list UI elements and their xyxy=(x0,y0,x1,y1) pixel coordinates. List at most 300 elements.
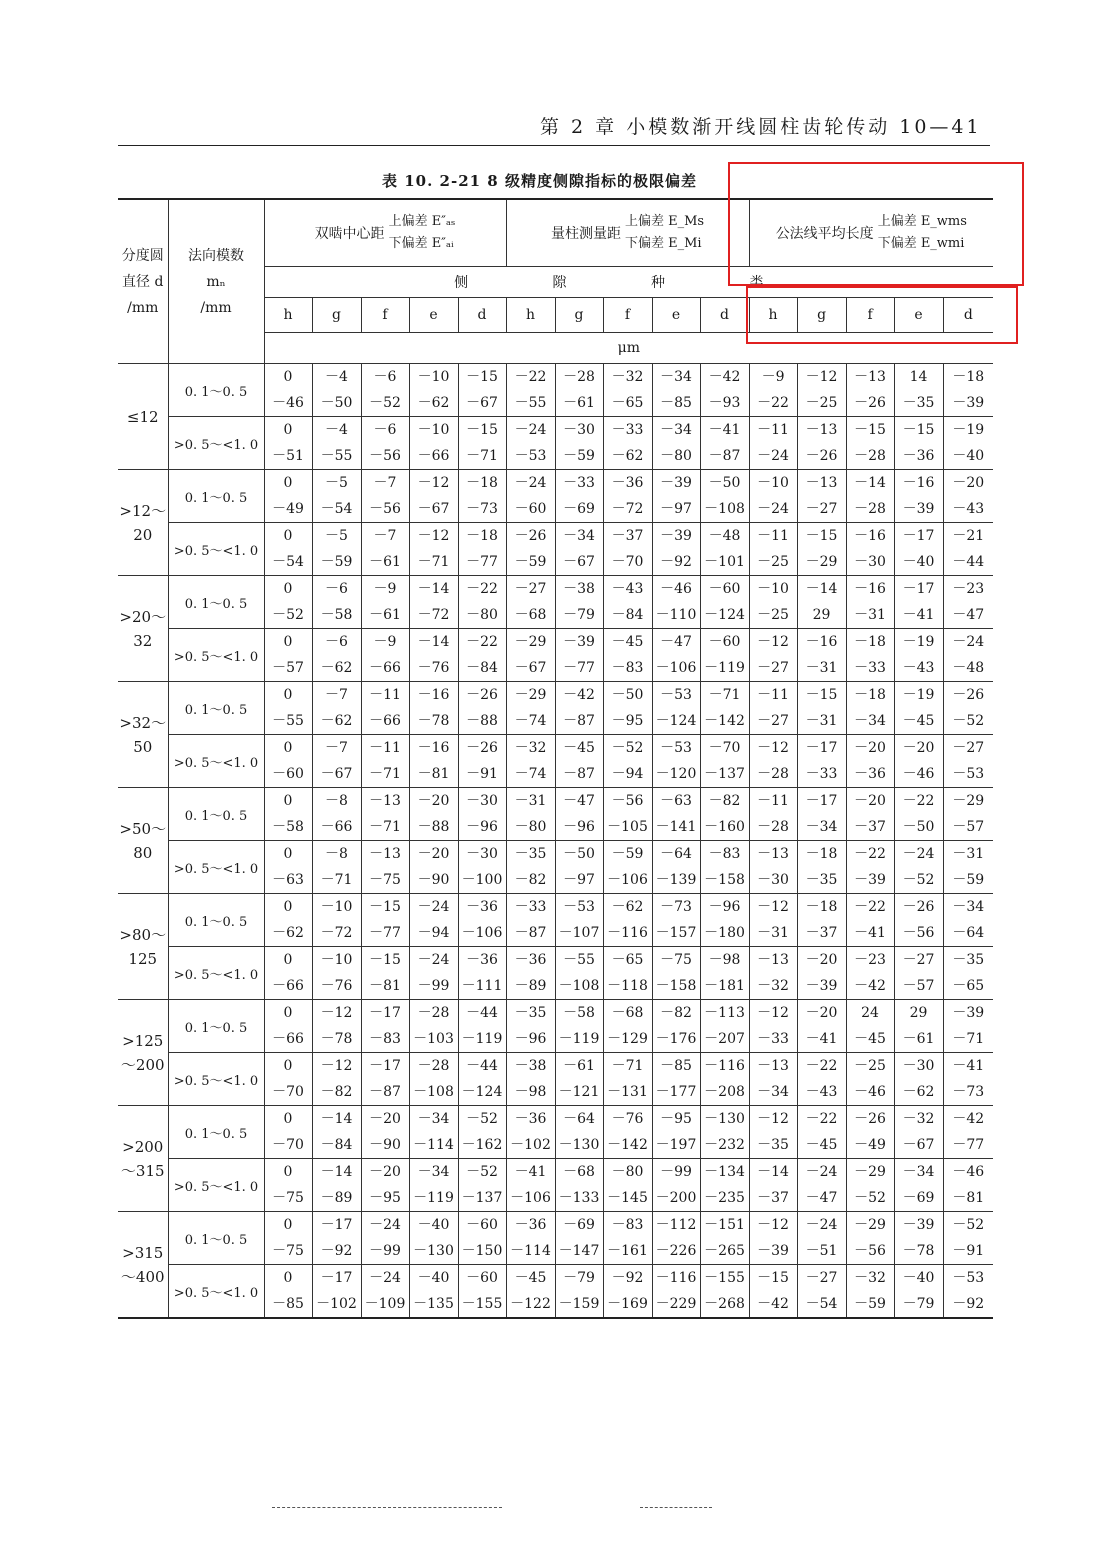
diameter-cell: >125～200 xyxy=(118,1000,168,1106)
lower-value: －89 xyxy=(514,978,547,994)
lower-value: －74 xyxy=(514,766,547,782)
upper-value: －10 xyxy=(757,475,789,491)
deviation-cell xyxy=(652,894,700,947)
deviation-cell xyxy=(603,417,652,470)
deviation-cell xyxy=(797,841,846,894)
lower-value: －59 xyxy=(563,448,595,464)
upper-value: 0 xyxy=(283,1111,293,1127)
deviation-cell xyxy=(458,1000,506,1053)
lower-value: －51 xyxy=(272,448,304,464)
lower-value: －58 xyxy=(320,607,353,623)
deviation-cell xyxy=(943,894,993,947)
upper-deviation-label: 上偏差 E_wms xyxy=(877,214,967,229)
lower-value: －200 xyxy=(655,1190,697,1206)
lower-value: －93 xyxy=(708,395,741,411)
lower-value: －41 xyxy=(805,1031,838,1047)
deviation-cell xyxy=(312,735,361,788)
upper-value: －10 xyxy=(320,899,353,915)
lower-value: －31 xyxy=(757,925,789,941)
lower-value: －120 xyxy=(655,766,697,782)
lower-value: －114 xyxy=(413,1137,454,1153)
lower-value: －65 xyxy=(611,395,644,411)
lower-value: －43 xyxy=(952,501,985,517)
upper-value: －58 xyxy=(563,1005,595,1021)
lower-value: －133 xyxy=(558,1190,600,1206)
deviation-cell xyxy=(603,470,652,523)
lower-value: －47 xyxy=(805,1190,838,1206)
upper-value: －16 xyxy=(902,475,935,491)
deviation-cell xyxy=(652,364,700,417)
upper-value: －20 xyxy=(369,1111,401,1127)
diameter-cell: >32～50 xyxy=(118,682,168,788)
deviation-cell xyxy=(264,894,312,947)
deviation-cell xyxy=(555,947,603,1000)
upper-value: －14 xyxy=(757,1164,789,1180)
deviation-cell xyxy=(943,1000,993,1053)
backlash-letter-cell: e xyxy=(894,298,943,333)
deviation-cell xyxy=(361,735,409,788)
lower-value: －77 xyxy=(563,660,595,676)
upper-value: －12 xyxy=(417,528,450,544)
deviation-cell xyxy=(458,947,506,1000)
deviation-cell xyxy=(943,1053,993,1106)
deviation-cell xyxy=(603,629,652,682)
deviation-cell xyxy=(506,841,555,894)
lower-value: －36 xyxy=(854,766,886,782)
lower-value: －52 xyxy=(369,395,401,411)
upper-value: －39 xyxy=(660,475,692,491)
lower-value: －139 xyxy=(655,872,697,888)
lower-value: －90 xyxy=(369,1137,401,1153)
lower-value: －66 xyxy=(272,978,304,994)
lower-value: －87 xyxy=(563,713,595,729)
upper-value: －24 xyxy=(417,899,450,915)
upper-value: －55 xyxy=(563,952,595,968)
lower-value: －37 xyxy=(805,925,838,941)
upper-value: －14 xyxy=(417,581,450,597)
lower-value: －137 xyxy=(461,1190,503,1206)
deviation-cell xyxy=(894,629,943,682)
upper-deviation-label: 上偏差 E″ₐₛ xyxy=(388,214,456,229)
deviation-cell xyxy=(264,470,312,523)
deviation-cell xyxy=(264,735,312,788)
lower-value: －142 xyxy=(704,713,745,729)
upper-value: －12 xyxy=(417,475,450,491)
table-row xyxy=(118,629,993,682)
upper-value: －27 xyxy=(805,1270,838,1286)
upper-value: －22 xyxy=(805,1058,838,1074)
upper-value: －22 xyxy=(854,846,886,862)
backlash-letter-cell: e xyxy=(409,298,458,333)
lower-value: －59 xyxy=(952,872,985,888)
upper-value: －33 xyxy=(514,899,547,915)
deviation-cell xyxy=(846,364,894,417)
deviation-cell xyxy=(458,735,506,788)
lower-value: －142 xyxy=(607,1137,648,1153)
upper-value: －24 xyxy=(369,1217,401,1233)
upper-value: －37 xyxy=(611,528,644,544)
lower-value: －109 xyxy=(364,1296,406,1312)
upper-value: －26 xyxy=(902,899,935,915)
lower-value: －232 xyxy=(704,1137,745,1153)
diameter-header-line3: /mm xyxy=(127,299,159,316)
lower-value: －106 xyxy=(461,925,503,941)
module-cell: 0. 1～0. 5 xyxy=(168,788,264,841)
upper-value: －36 xyxy=(514,1217,547,1233)
upper-value: －20 xyxy=(369,1164,401,1180)
deviation-cell xyxy=(749,1159,797,1212)
lower-value: －50 xyxy=(320,395,353,411)
lower-value: －158 xyxy=(704,872,745,888)
upper-value: －23 xyxy=(854,952,886,968)
upper-value: －15 xyxy=(805,528,838,544)
upper-value: －20 xyxy=(805,952,838,968)
upper-value: －41 xyxy=(952,1058,985,1074)
lower-value: －180 xyxy=(704,925,745,941)
lower-value: －55 xyxy=(272,713,304,729)
deviation-cell xyxy=(652,1212,700,1265)
upper-value: －14 xyxy=(805,581,838,597)
upper-value: －12 xyxy=(757,1111,789,1127)
upper-value: －30 xyxy=(466,846,498,862)
footer-rule-right xyxy=(640,1507,712,1508)
deviation-cell xyxy=(603,1053,652,1106)
lower-value: －55 xyxy=(320,448,353,464)
deviation-cell xyxy=(943,841,993,894)
upper-value: 0 xyxy=(283,846,293,862)
lower-value: －33 xyxy=(805,766,838,782)
upper-value: －15 xyxy=(466,369,498,385)
lower-value: －80 xyxy=(466,607,498,623)
backlash-letter-cell: d xyxy=(700,298,749,333)
lower-value: －57 xyxy=(272,660,304,676)
deviation-cell xyxy=(652,947,700,1000)
lower-value: －77 xyxy=(466,554,498,570)
deviation-cell xyxy=(361,788,409,841)
deviation-cell xyxy=(943,417,993,470)
lower-value: －85 xyxy=(272,1296,304,1312)
lower-value: －102 xyxy=(316,1296,357,1312)
deviation-cell xyxy=(555,788,603,841)
upper-value: －45 xyxy=(563,740,595,756)
upper-value: －27 xyxy=(514,581,547,597)
deviation-cell xyxy=(700,364,749,417)
lower-value: －158 xyxy=(655,978,697,994)
upper-value: －32 xyxy=(514,740,547,756)
diameter-header xyxy=(118,199,168,364)
upper-value: －42 xyxy=(708,369,741,385)
upper-value: －15 xyxy=(854,422,886,438)
upper-value: －13 xyxy=(757,1058,789,1074)
upper-value: －53 xyxy=(660,687,692,703)
deviation-cell xyxy=(361,947,409,1000)
upper-value: 0 xyxy=(283,581,293,597)
upper-value: －17 xyxy=(902,581,935,597)
deviation-cell xyxy=(700,629,749,682)
lower-value: －45 xyxy=(805,1137,838,1153)
upper-value: －16 xyxy=(417,740,450,756)
deviation-cell xyxy=(846,1053,894,1106)
deviation-cell xyxy=(458,788,506,841)
group-header-center-distance xyxy=(264,199,506,267)
lower-value: －46 xyxy=(902,766,935,782)
lower-value: －54 xyxy=(272,554,304,570)
lower-value: －155 xyxy=(461,1296,503,1312)
deviation-cell xyxy=(555,682,603,735)
module-cell: 0. 1～0. 5 xyxy=(168,1212,264,1265)
lower-value: －31 xyxy=(854,607,886,623)
lower-value: －108 xyxy=(704,501,745,517)
upper-value: －19 xyxy=(952,422,985,438)
group-name: 量柱测量距 xyxy=(550,226,621,242)
lower-value: －42 xyxy=(854,978,886,994)
lower-value: －76 xyxy=(417,660,450,676)
upper-value: －75 xyxy=(660,952,692,968)
lower-value: －45 xyxy=(902,713,935,729)
lower-value: －169 xyxy=(607,1296,648,1312)
deviation-cell xyxy=(700,1106,749,1159)
upper-value: －22 xyxy=(514,369,547,385)
table-row xyxy=(118,470,993,523)
upper-value: 0 xyxy=(283,1217,293,1233)
module-cell: >0. 5～<1. 0 xyxy=(168,1053,264,1106)
deviation-cell xyxy=(312,894,361,947)
lower-value: －45 xyxy=(854,1031,886,1047)
upper-value: －24 xyxy=(514,475,547,491)
lower-value: －83 xyxy=(611,660,644,676)
deviation-cell xyxy=(312,523,361,576)
deviation-cell xyxy=(603,735,652,788)
module-header-line2: mₙ xyxy=(206,273,226,290)
upper-value: －92 xyxy=(611,1270,644,1286)
diameter-header-line2: 直径 d xyxy=(122,273,164,290)
upper-value: －62 xyxy=(611,899,644,915)
upper-value: 0 xyxy=(283,475,293,491)
diameter-cell: >20～32 xyxy=(118,576,168,682)
upper-value: 29 xyxy=(909,1005,928,1021)
module-cell: >0. 5～<1. 0 xyxy=(168,523,264,576)
deviation-cell xyxy=(361,1053,409,1106)
upper-value: －36 xyxy=(611,475,644,491)
lower-value: －56 xyxy=(854,1243,886,1259)
lower-value: －74 xyxy=(514,713,547,729)
lower-value: －52 xyxy=(272,607,304,623)
lower-value: －55 xyxy=(514,395,547,411)
deviation-cell xyxy=(409,417,458,470)
lower-value: －43 xyxy=(902,660,935,676)
upper-value: －96 xyxy=(708,899,741,915)
upper-value: 0 xyxy=(283,528,293,544)
deviation-cell xyxy=(409,1106,458,1159)
lower-value: －145 xyxy=(607,1190,648,1206)
deviation-cell xyxy=(652,576,700,629)
deviation-cell xyxy=(797,1212,846,1265)
upper-value: －52 xyxy=(611,740,644,756)
deviation-cell xyxy=(797,470,846,523)
lower-value: －208 xyxy=(704,1084,745,1100)
lower-value: －26 xyxy=(854,395,886,411)
deviation-cell xyxy=(894,1265,943,1319)
upper-value: －130 xyxy=(704,1111,745,1127)
upper-value: －63 xyxy=(660,793,692,809)
deviation-cell xyxy=(749,1000,797,1053)
deviation-cell xyxy=(846,947,894,1000)
unit-label: μm xyxy=(264,333,993,364)
lower-value: －70 xyxy=(611,554,644,570)
deviation-cell xyxy=(506,735,555,788)
upper-value: －134 xyxy=(704,1164,745,1180)
lower-value: －57 xyxy=(952,819,985,835)
upper-value: －22 xyxy=(805,1111,838,1127)
backlash-letter-cell: f xyxy=(846,298,894,333)
upper-value: －34 xyxy=(952,899,985,915)
deviation-cell xyxy=(409,735,458,788)
lower-value: －87 xyxy=(708,448,741,464)
lower-value: －197 xyxy=(655,1137,697,1153)
deviation-cell xyxy=(749,894,797,947)
lower-value: －106 xyxy=(510,1190,551,1206)
upper-value: －116 xyxy=(704,1058,745,1074)
upper-value: －60 xyxy=(466,1217,498,1233)
lower-value: －52 xyxy=(952,713,985,729)
upper-value: －26 xyxy=(952,687,985,703)
lower-value: －62 xyxy=(611,448,644,464)
lower-value: －150 xyxy=(461,1243,503,1259)
module-cell: >0. 5～<1. 0 xyxy=(168,735,264,788)
upper-value: －30 xyxy=(466,793,498,809)
deviation-cell xyxy=(506,576,555,629)
backlash-letter-cell: h xyxy=(749,298,797,333)
deviation-cell xyxy=(700,735,749,788)
upper-value: －35 xyxy=(514,846,547,862)
deviation-cell xyxy=(264,417,312,470)
deviation-cell xyxy=(700,682,749,735)
backlash-letter-cell: g xyxy=(312,298,361,333)
lower-value: －27 xyxy=(757,660,789,676)
deviation-cell xyxy=(506,1212,555,1265)
deviation-cell xyxy=(894,523,943,576)
upper-value: －70 xyxy=(708,740,741,756)
upper-value: 0 xyxy=(283,1058,293,1074)
deviation-cell xyxy=(409,1265,458,1319)
upper-value: 14 xyxy=(909,369,928,385)
upper-value: 0 xyxy=(283,740,293,756)
lower-value: －39 xyxy=(902,501,935,517)
deviation-cell xyxy=(846,1106,894,1159)
deviation-cell xyxy=(264,629,312,682)
deviation-cell xyxy=(312,629,361,682)
deviation-cell xyxy=(361,1265,409,1319)
upper-value: －39 xyxy=(952,1005,985,1021)
lower-value: －94 xyxy=(611,766,644,782)
deviation-cell xyxy=(506,417,555,470)
upper-value: －28 xyxy=(563,369,595,385)
upper-value: －23 xyxy=(952,581,985,597)
upper-value: －50 xyxy=(611,687,644,703)
upper-value: －44 xyxy=(466,1058,498,1074)
deviation-cell xyxy=(894,947,943,1000)
deviation-cell xyxy=(603,364,652,417)
deviation-cell xyxy=(700,1212,749,1265)
table-row xyxy=(118,1106,993,1159)
lower-value: －41 xyxy=(902,607,935,623)
deviation-cell xyxy=(409,947,458,1000)
deviation-cell xyxy=(894,788,943,841)
deviation-cell xyxy=(361,682,409,735)
deviation-cell xyxy=(700,576,749,629)
upper-deviation-label: 上偏差 E_Ms xyxy=(624,214,705,229)
lower-value: －40 xyxy=(902,554,935,570)
deviation-cell xyxy=(506,629,555,682)
upper-value: －9 xyxy=(761,369,785,385)
deviation-cell xyxy=(700,417,749,470)
deviation-cell xyxy=(264,576,312,629)
deviation-cell xyxy=(894,576,943,629)
module-cell: >0. 5～<1. 0 xyxy=(168,629,264,682)
upper-value: －43 xyxy=(611,581,644,597)
module-cell: >0. 5～<1. 0 xyxy=(168,947,264,1000)
lower-value: －52 xyxy=(854,1190,886,1206)
lower-value: －62 xyxy=(320,713,353,729)
module-cell: 0. 1～0. 5 xyxy=(168,576,264,629)
upper-value: －26 xyxy=(854,1111,886,1127)
deviation-cell xyxy=(312,1265,361,1319)
deviation-cell xyxy=(797,682,846,735)
lower-value: －56 xyxy=(369,501,401,517)
deviation-cell xyxy=(312,841,361,894)
upper-value: －12 xyxy=(757,1005,789,1021)
deviation-cell xyxy=(894,1053,943,1106)
deviation-cell xyxy=(700,1000,749,1053)
upper-value: －52 xyxy=(466,1111,498,1127)
lower-value: －67 xyxy=(466,395,498,411)
deviation-cell xyxy=(700,470,749,523)
upper-value: －42 xyxy=(563,687,595,703)
upper-value: －46 xyxy=(952,1164,985,1180)
upper-value: －6 xyxy=(325,634,348,650)
lower-value: －61 xyxy=(369,607,401,623)
lower-value: －162 xyxy=(461,1137,503,1153)
upper-value: －11 xyxy=(369,687,401,703)
lower-value: －88 xyxy=(417,819,450,835)
deviation-cell xyxy=(603,788,652,841)
lower-value: －207 xyxy=(704,1031,745,1047)
upper-value: －83 xyxy=(708,846,741,862)
upper-value: －60 xyxy=(466,1270,498,1286)
diameter-cell: >80～125 xyxy=(118,894,168,1000)
backlash-letter-cell: f xyxy=(361,298,409,333)
deviation-cell xyxy=(797,1053,846,1106)
deviation-cell xyxy=(846,576,894,629)
upper-value: －24 xyxy=(805,1217,838,1233)
lower-value: －31 xyxy=(805,713,838,729)
backlash-letter-cell: f xyxy=(603,298,652,333)
lower-value: －108 xyxy=(413,1084,454,1100)
upper-value: －22 xyxy=(902,793,935,809)
backlash-letter-cell: d xyxy=(943,298,993,333)
deviation-cell xyxy=(506,788,555,841)
upper-value: －18 xyxy=(854,634,886,650)
lower-value: －77 xyxy=(369,925,401,941)
deviation-cell xyxy=(555,417,603,470)
lower-value: －181 xyxy=(704,978,745,994)
deviation-cell xyxy=(652,1106,700,1159)
lower-value: －100 xyxy=(461,872,503,888)
deviation-cell xyxy=(506,470,555,523)
upper-value: －42 xyxy=(952,1111,985,1127)
lower-value: －72 xyxy=(611,501,644,517)
upper-value: －30 xyxy=(902,1058,935,1074)
